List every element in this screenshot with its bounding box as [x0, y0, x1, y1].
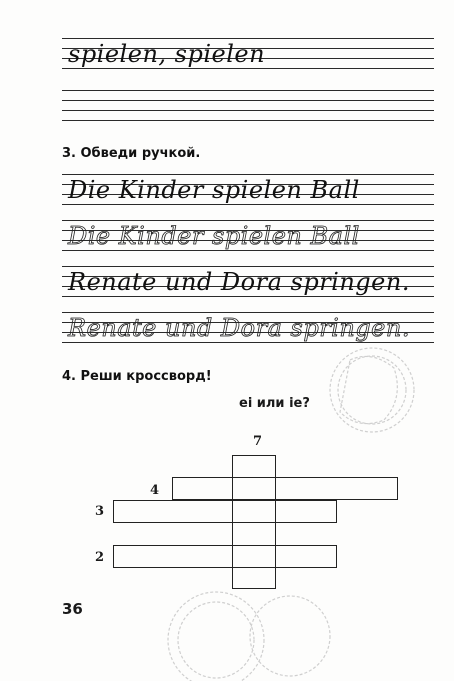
- crossword-column-7[interactable]: [232, 455, 276, 589]
- clue-number-3: 3: [95, 504, 105, 519]
- handwritten-word: spielen, spielen: [68, 40, 266, 68]
- clue-number-7: 7: [253, 434, 263, 449]
- trace-line-4: Renate und Dora springen.: [68, 314, 410, 342]
- clue-number-2: 2: [95, 550, 105, 565]
- crossword-row-2[interactable]: [113, 545, 337, 568]
- practice-band-empty: [62, 88, 434, 122]
- trace-band-1: [62, 172, 434, 206]
- crossword-row-4[interactable]: [172, 477, 398, 500]
- trace-line-1: Die Kinder spielen Ball: [68, 176, 360, 204]
- clue-number-4: 4: [150, 483, 160, 498]
- task3-heading: 3. Обведи ручкой.: [62, 146, 201, 161]
- trace-band-3: [62, 264, 434, 298]
- task4-subheading: ei или ie?: [239, 396, 310, 411]
- page-number: 36: [62, 600, 83, 618]
- trace-band-4: [62, 310, 434, 344]
- trace-line-2: Die Kinder spielen Ball: [68, 222, 360, 250]
- trace-line-3: Renate und Dora springen.: [68, 268, 410, 296]
- crossword-row-3[interactable]: [113, 500, 337, 523]
- practice-band-top: [62, 36, 434, 70]
- trace-band-2: [62, 218, 434, 252]
- task4-heading: 4. Реши кроссворд!: [62, 369, 212, 384]
